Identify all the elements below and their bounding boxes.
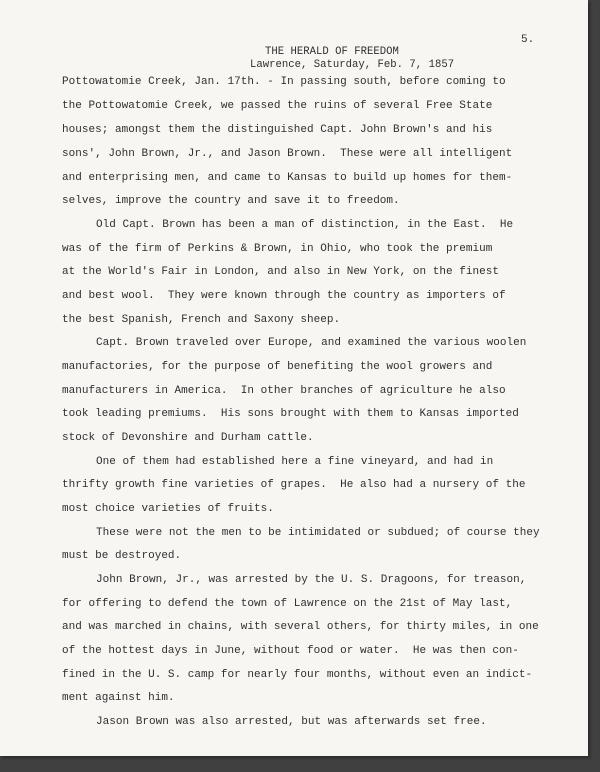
text-line: ment against him. (62, 692, 175, 704)
text-line: the best Spanish, French and Saxony sheep. (62, 314, 341, 326)
text-line: selves, improve the country and save it to freedom. (62, 195, 400, 207)
text-line: John Brown, Jr., was arrested by the U. S. Dragoons, for treason, (96, 574, 527, 586)
text-line: and enterprising men, and came to Kansas to build up homes for them- (62, 172, 513, 184)
text-line: manufacturers in America. In other branches of agriculture he also (62, 385, 506, 397)
text-line: manufactories, for the purpose of benefiting the wool growers and (62, 361, 493, 373)
text-line: took leading premiums. His sons brought with them to Kansas imported (62, 408, 519, 420)
dateline: Lawrence, Saturday, Feb. 7, 1857 (250, 59, 455, 71)
text-line: at the World's Fair in London, and also in New York, on the finest (62, 266, 499, 278)
text-line: These were not the men to be intimidated or subdued; of course they (96, 527, 540, 539)
text-line: and was marched in chains, with several others, for thirty miles, in one (62, 621, 539, 633)
text-line: One of them had established here a fine vineyard, and had in (96, 456, 494, 468)
text-line: for offering to defend the town of Lawrence on the 21st of May last, (62, 598, 513, 610)
text-line: stock of Devonshire and Durham cattle. (62, 432, 314, 444)
text-line: Old Capt. Brown has been a man of distinction, in the East. He (96, 219, 514, 231)
text-line: sons', John Brown, Jr., and Jason Brown. These were all intelligent (62, 148, 513, 160)
text-line: was of the firm of Perkins & Brown, in Ohio, who took the premium (62, 243, 493, 255)
text-line: the Pottowatomie Creek, we passed the ruins of several Free State (62, 100, 493, 112)
publication-title: THE HERALD OF FREEDOM (265, 46, 399, 58)
text-line: thrifty growth fine varieties of grapes. He also had a nursery of the (62, 479, 526, 491)
text-line: Capt. Brown traveled over Europe, and examined the various woolen (96, 337, 527, 349)
text-line: and best wool. They were known through the country as importers of (62, 290, 506, 302)
text-line: Pottowatomie Creek, Jan. 17th. - In passing south, before coming to (62, 76, 506, 88)
page-number: 5. (521, 34, 535, 46)
text-line: houses; amongst them the distinguished Capt. John Brown's and his (62, 124, 493, 136)
text-line: Jason Brown was also arrested, but was afterwards set free. (96, 716, 487, 728)
text-line: must be destroyed. (62, 550, 182, 562)
text-line: fined in the U. S. camp for nearly four months, without even an indict- (62, 669, 533, 681)
text-line: of the hottest days in June, without food or water. He was then con- (62, 645, 519, 657)
text-line: most choice varieties of fruits. (62, 503, 274, 515)
